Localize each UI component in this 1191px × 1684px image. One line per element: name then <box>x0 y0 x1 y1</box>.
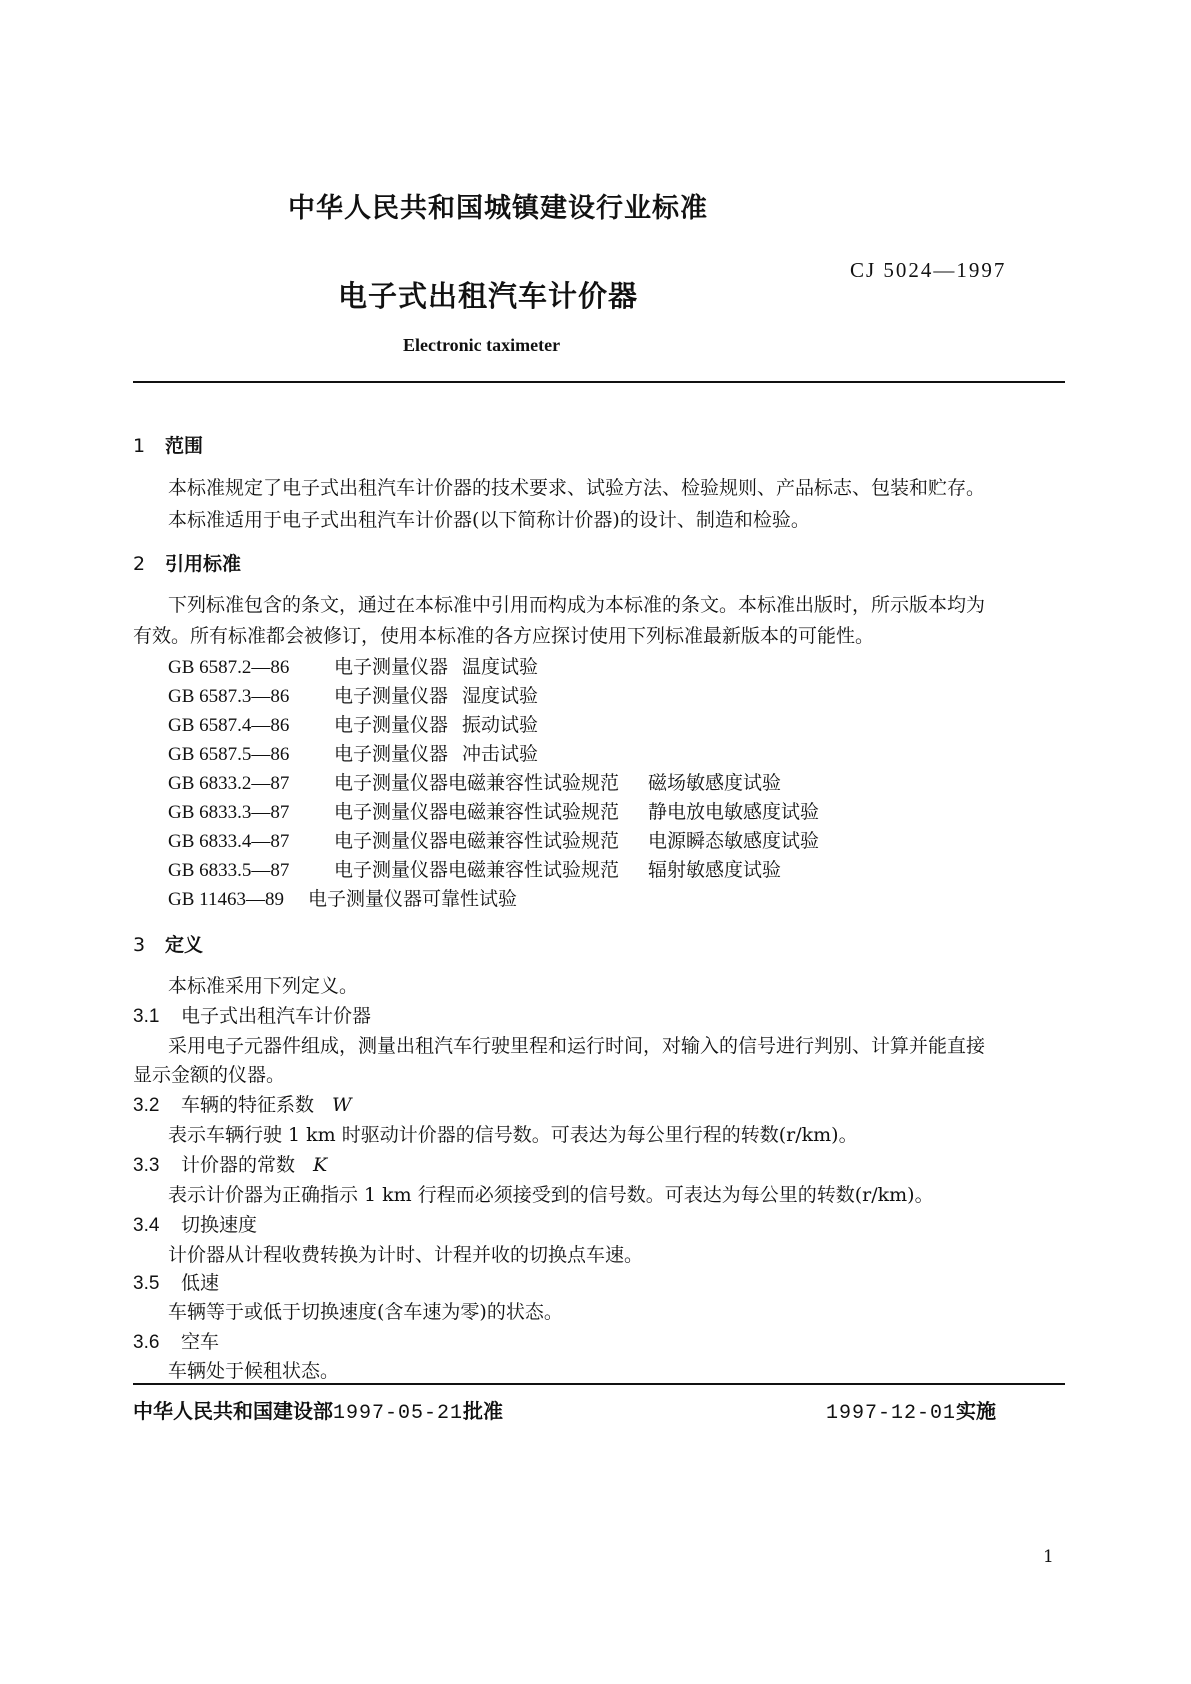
paragraph: 有效。所有标准都会被修订，使用本标准的各方应探讨使用下列标准最新版本的可能性。 <box>133 625 875 647</box>
clause-number: 3.4 <box>133 1215 160 1236</box>
effective-word: 实施 <box>956 1399 997 1423</box>
section-3-heading <box>133 930 203 957</box>
reference-code: GB 6833.5—87 <box>168 860 290 881</box>
reference-name: 电子测量仪器 <box>334 656 449 678</box>
term-symbol: K <box>313 1154 328 1176</box>
reference-name: 电子测量仪器电磁兼容性试验规范 <box>334 801 620 823</box>
reference-topic: 冲击试验 <box>462 743 539 765</box>
footer-rule <box>133 1383 1065 1385</box>
definition-text: 车辆处于候租状态。 <box>168 1360 340 1382</box>
reference-name: 电子测量仪器电磁兼容性试验规范 <box>334 830 620 852</box>
reference-item <box>168 681 538 708</box>
definition-text: 表示车辆行驶 1 km 时驱动计价器的信号数。可表达为每公里行程的转数(r/km)。 <box>168 1124 858 1146</box>
paragraph: 下列标准包含的条文，通过在本标准中引用而构成为本标准的条文。本标准出版时，所示版本均为 <box>168 594 986 616</box>
reference-item <box>168 768 781 795</box>
reference-topic: 温度试验 <box>462 656 539 678</box>
document-title-en: Electronic taximeter <box>403 335 561 355</box>
clause-number: 3.3 <box>133 1155 160 1176</box>
definition-term <box>133 1210 257 1237</box>
section-title: 定义 <box>165 934 204 956</box>
section-number: 3 <box>133 934 146 956</box>
section-number: 2 <box>133 553 146 575</box>
reference-topic: 振动试验 <box>462 714 539 736</box>
clause-number: 3.2 <box>133 1095 160 1116</box>
standard-code: CJ 5024—1997 <box>850 258 1007 282</box>
reference-code: GB 6833.4—87 <box>168 831 290 852</box>
paragraph: 本标准适用于电子式出租汽车计价器(以下简称计价器)的设计、制造和检验。 <box>168 509 810 531</box>
page-number: 1 <box>1043 1547 1054 1567</box>
term-text: 电子式出租汽车计价器 <box>181 1005 372 1027</box>
reference-name: 电子测量仪器 <box>334 743 449 765</box>
approval-organization: 中华人民共和国建设部 <box>133 1399 333 1423</box>
reference-code: GB 6587.5—86 <box>168 744 290 765</box>
section-1-heading <box>133 431 203 458</box>
definition-term <box>133 1268 219 1295</box>
reference-name: 电子测量仪器 <box>334 685 449 707</box>
reference-name: 电子测量仪器电磁兼容性试验规范 <box>334 859 620 881</box>
paragraph: 本标准规定了电子式出租汽车计价器的技术要求、试验方法、检验规则、产品标志、包装和贮存。 <box>168 477 986 499</box>
term-text: 空车 <box>181 1331 220 1353</box>
effective-date: 1997-12-01 <box>826 1402 957 1425</box>
reference-name: 电子测量仪器可靠性试验 <box>308 888 518 910</box>
definition-text: 采用电子元器件组成，测量出租汽车行驶里程和运行时间，对输入的信号进行判别、计算并能直接 <box>168 1035 986 1057</box>
reference-item <box>168 797 819 824</box>
paragraph: 本标准采用下列定义。 <box>168 975 359 997</box>
definition-text: 表示计价器为正确指示 1 km 行程而必须接受到的信号数。可表达为每公里的转数(r/km)。 <box>168 1184 934 1206</box>
reference-item <box>168 652 538 679</box>
section-2-heading <box>133 549 241 576</box>
reference-code: GB 11463—89 <box>168 889 284 910</box>
approval-line <box>133 1395 503 1425</box>
reference-item <box>168 710 538 737</box>
definition-term <box>133 1090 352 1117</box>
section-title: 范围 <box>165 435 204 457</box>
reference-code: GB 6587.3—86 <box>168 686 290 707</box>
clause-number: 3.1 <box>133 1006 160 1027</box>
term-text: 切换速度 <box>181 1214 258 1236</box>
clause-number: 3.6 <box>133 1332 160 1353</box>
clause-number: 3.5 <box>133 1273 160 1294</box>
reference-code: GB 6833.2—87 <box>168 773 290 794</box>
reference-topic: 静电放电敏感度试验 <box>648 801 820 823</box>
issuer-title: 中华人民共和国城镇建设行业标准 <box>288 193 708 224</box>
reference-code: GB 6587.2—86 <box>168 657 290 678</box>
section-title: 引用标准 <box>165 553 242 575</box>
reference-item <box>168 855 781 882</box>
reference-topic: 电源瞬态敏感度试验 <box>648 830 820 852</box>
section-number: 1 <box>133 435 146 457</box>
term-symbol: W <box>332 1094 352 1116</box>
definition-text: 计价器从计程收费转换为计时、计程并收的切换点车速。 <box>168 1244 644 1266</box>
header-rule <box>133 381 1065 383</box>
approval-date: 1997-05-21 <box>333 1402 464 1425</box>
term-text: 低速 <box>181 1272 220 1294</box>
term-text: 计价器的常数 <box>181 1154 296 1176</box>
definition-term <box>133 1150 327 1177</box>
definition-text: 车辆等于或低于切换速度(含车速为零)的状态。 <box>168 1301 563 1323</box>
definition-text: 显示金额的仪器。 <box>133 1064 286 1086</box>
reference-code: GB 6587.4—86 <box>168 715 290 736</box>
reference-topic: 湿度试验 <box>462 685 539 707</box>
term-text: 车辆的特征系数 <box>181 1094 315 1116</box>
definition-term <box>133 1327 219 1354</box>
reference-topic: 辐射敏感度试验 <box>648 859 782 881</box>
approval-word: 批准 <box>463 1399 504 1423</box>
definition-term <box>133 1001 371 1028</box>
reference-name: 电子测量仪器电磁兼容性试验规范 <box>334 772 620 794</box>
reference-name: 电子测量仪器 <box>334 714 449 736</box>
document-title: 电子式出租汽车计价器 <box>338 279 639 313</box>
reference-topic: 磁场敏感度试验 <box>648 772 782 794</box>
effective-line <box>826 1395 996 1425</box>
reference-code: GB 6833.3—87 <box>168 802 290 823</box>
reference-item <box>168 826 819 853</box>
reference-item <box>168 739 538 766</box>
reference-item <box>168 884 517 911</box>
